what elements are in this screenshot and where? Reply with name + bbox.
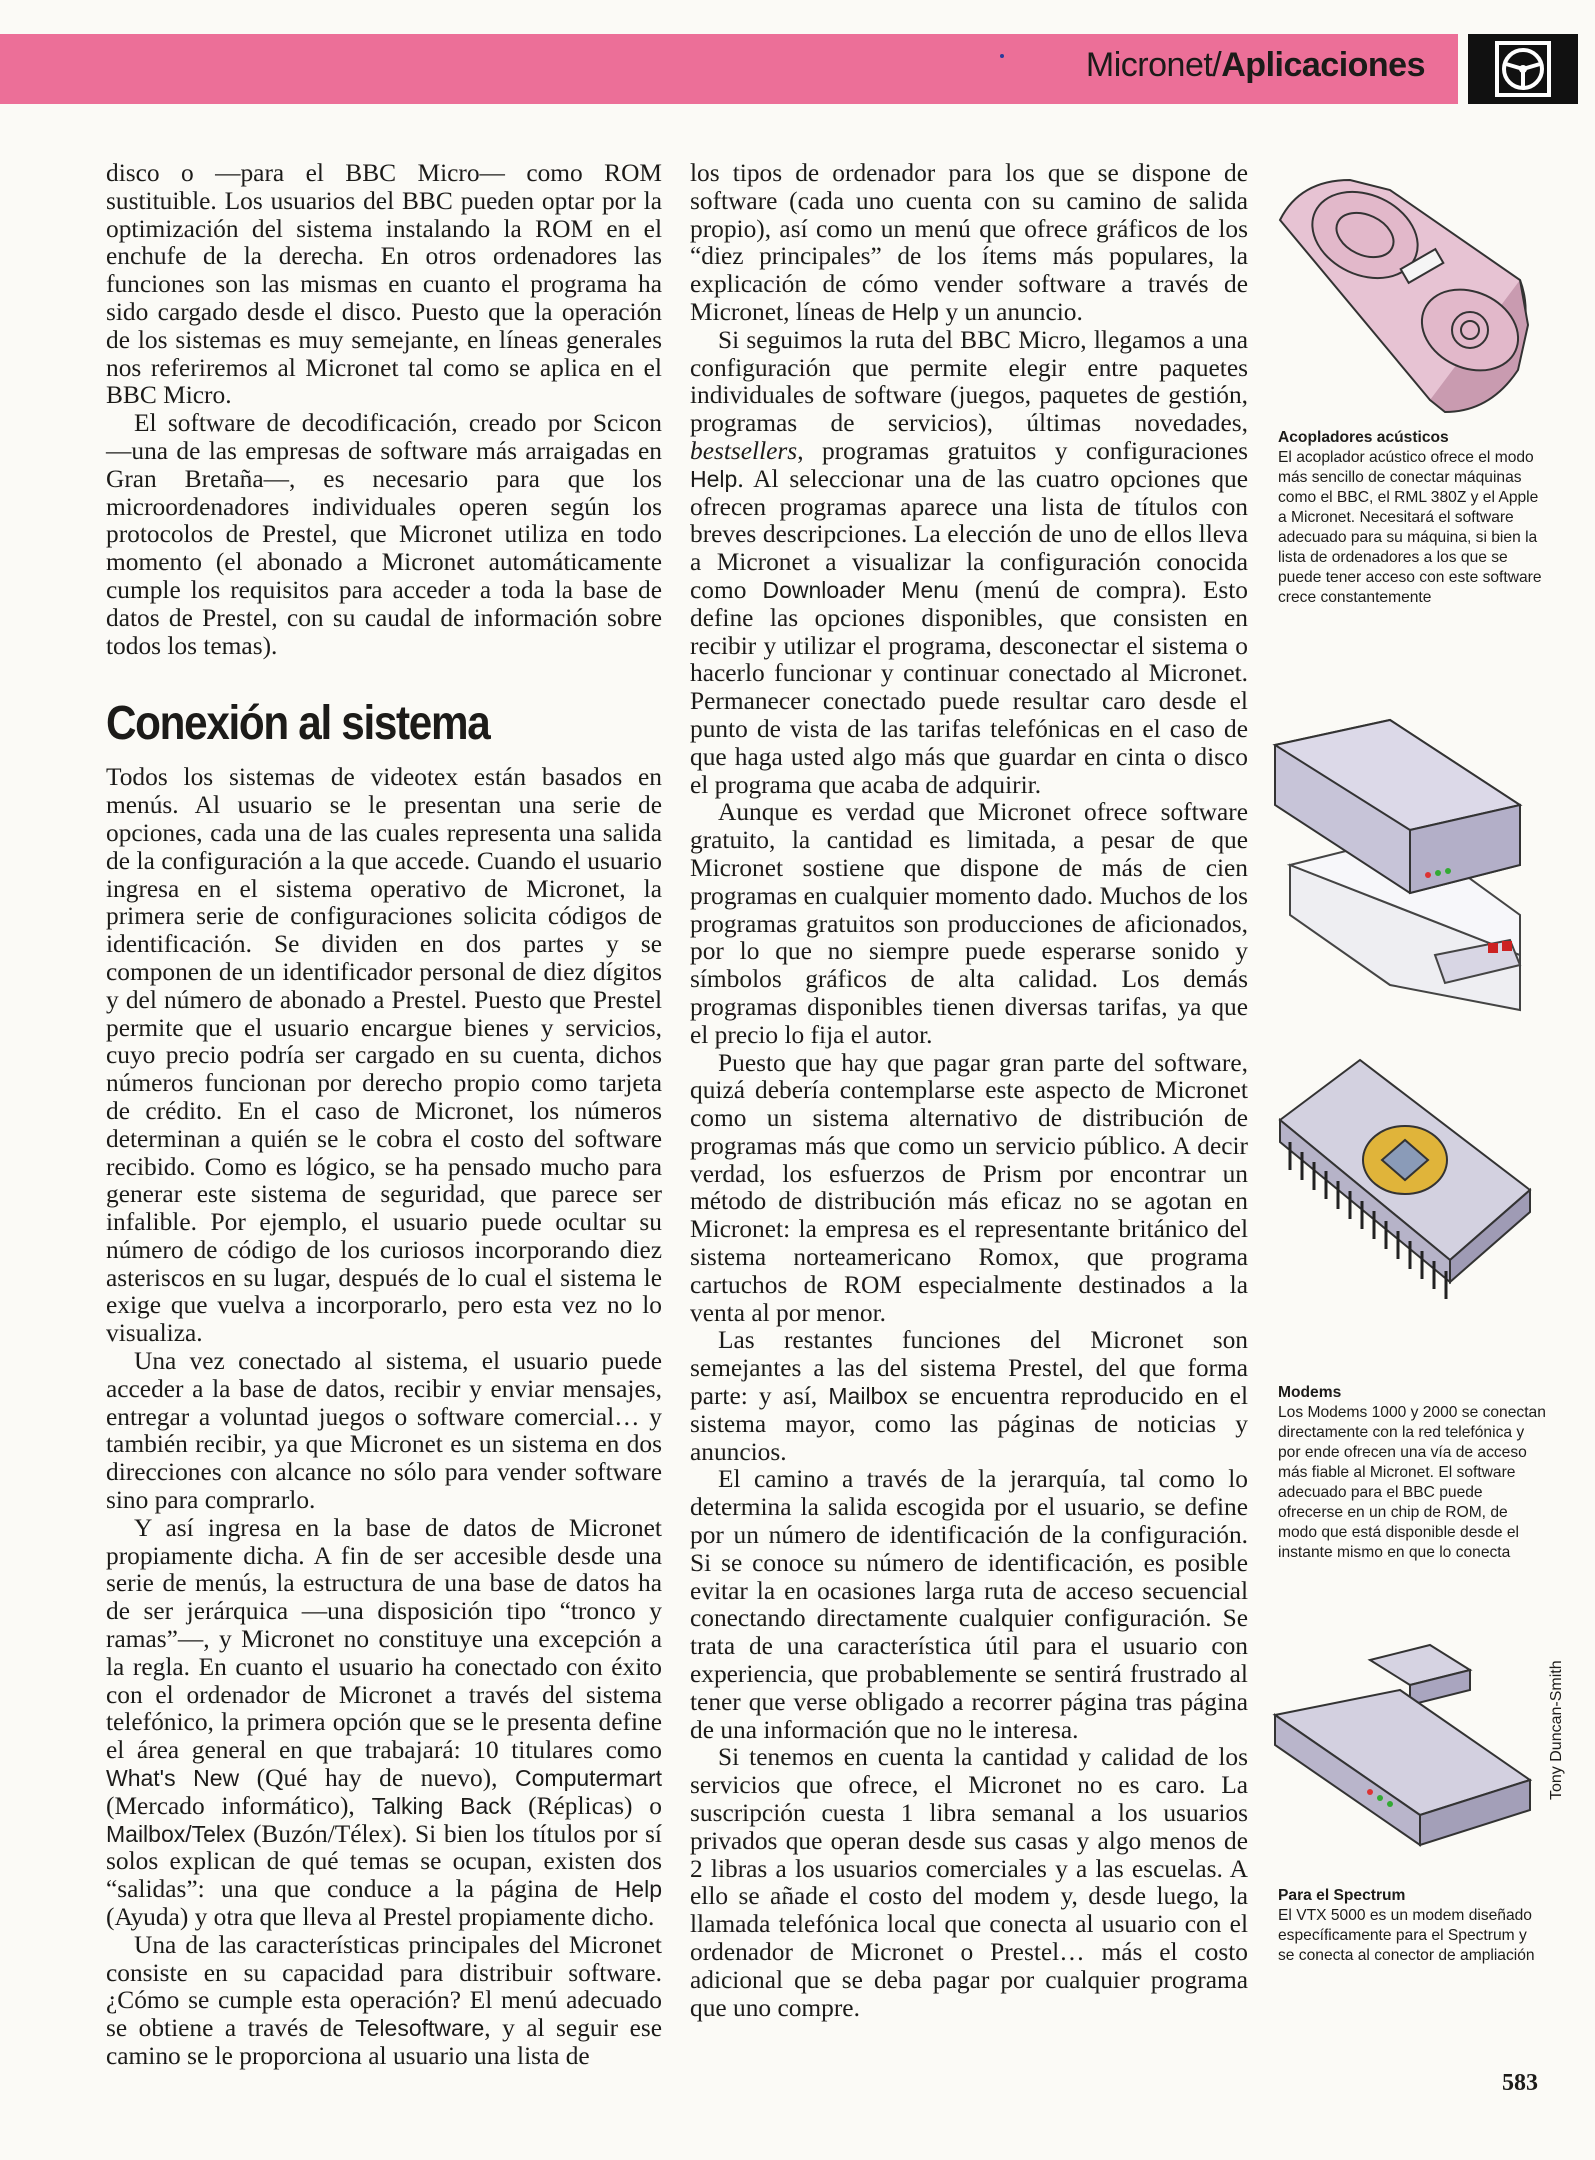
menu-name: Telesoftware: [355, 2015, 485, 2042]
text-run: . Al seleccionar una de las cuatro opciones que ofrecen programas aparece una lista de títulos con breves descripciones. La elección de uno de ellos lleva a Micronet a visualizar la configuración conocida como: [690, 464, 1248, 604]
text-run: (menú de compra). Esto define las opciones disponibles, que consisten en recibir y utilizar el programa, desconectar el sistema o hacerlo funcionar y continuar conectado al Micronet. Permanecer conectado puede resultar caro desde el punto de vista de las tarifas telefónicas en el caso de que haga usted algo más que guardar en cinta o disco el programa que acaba de adquirir.: [690, 575, 1248, 799]
running-header: [1045, 46, 1425, 85]
text-run: y un anuncio.: [938, 297, 1083, 326]
menu-name: Help: [614, 1876, 662, 1903]
text-run: (Réplicas) o: [511, 1791, 662, 1820]
paragraph: Si tenemos en cuenta la cantidad y calidad de los servicios que ofrece, el Micronet no es caro. La suscripción cuesta 1 libra semanal a los usuarios privados que operan desde sus casas y algo menos de 2 libras a los usuarios comerciales y a las escuelas. A ello se añade el costo del modem y, desde luego, la llamada telefónica local que conecta al usuario con el ordenador de Micronet o Prestel… más el costo adicional que se deba pagar por cualquier programa que uno compre.: [690, 1743, 1248, 2022]
paragraph: Todos los sistemas de videotex están basados en menús. Al usuario se le presentan una serie de opciones, cada una de las cuales representa una salida de la configuración a la que accede. Cuando el usuario ingresa en el sistema operativo de Micronet, la primera serie de configuraciones solicita códigos de identificación. Se dividen en dos partes y se componen de un identificador personal de diez dígitos y del número de abonado a Prestel. Puesto que Prestel permite que el usuario encargue bienes y servicios, cuyo precio podría ser cargado en su cuenta, dichos números funcionan por derecho propio como tarjeta de crédito. En el caso de Micronet, los números determinan a quién se le cobra el costo del software recibido. Como es lógico, se ha pensado mucho para generar este sistema de seguridad, que parece ser infalible. Por ejemplo, el usuario puede ocultar su número de código de los curiosos incorporando diez asteriscos en su lugar, después de lo cual el sistema le exige que vuelva a incorporarlo, pero esta vez no lo visualiza.: [106, 763, 662, 1348]
caption-text: El VTX 5000 es un modem diseñado específicamente para el Spectrum y se conecta al conector de ampliación: [1278, 1907, 1535, 1964]
caption-acoustic: [1278, 428, 1546, 608]
text-run: Y así ingresa en la base de datos de Micronet propiamente dicha. A fin de ser accesible desde una serie de menús, la estructura de una base de datos ha de ser jerárquica —una disposición tipo “tronco y ramas”—, y Micronet no constituye una excepción a la regla. En cuanto el usuario ha conectado con éxito con el ordenador de Micronet a través del sistema telefónico, la primera opción que se le presenta define el área general en que trabajará: 10 titulares como: [106, 1513, 662, 1765]
menu-name: Help: [891, 298, 939, 325]
menu-name: Computermart: [515, 1765, 662, 1792]
text-run: (Qué hay de nuevo),: [239, 1764, 516, 1793]
paragraph: [690, 1327, 1248, 1466]
text-run: Una de las características principales del Micronet consiste en su capacidad para distribuir software. ¿Cómo se cumple esta operación? El menú adecuado se obtiene a través de: [106, 1930, 662, 2043]
menu-name: Talking Back: [371, 1792, 512, 1819]
paragraph: [690, 327, 1248, 800]
steering-wheel-icon: [1494, 40, 1552, 98]
acoustic-coupler-illustration: [1270, 150, 1540, 415]
paragraph: Puesto que hay que pagar gran parte del software, quizá debería contemplarse este aspecto de Micronet como un sistema alternativo de distribución de programas más que como un servicio público. A decir verdad, los esfuerzos de Prism por encontrar un método de distribución más eficaz no se agotan en Micronet: la empresa es el representante británico del sistema norteamericano Romox, que programa cartuchos de ROM especialmente destinados a la venta al por menor.: [690, 1048, 1248, 1327]
page-number: 583: [1502, 2070, 1538, 2096]
section-heading: Conexión al sistema: [106, 697, 490, 751]
menu-name: What's New: [106, 1765, 240, 1792]
caption-title: Modems: [1278, 1384, 1342, 1401]
paragraph: El camino a través de la jerarquía, tal como lo determina la salida escogida por el usuario, se define por un número de identificación de la configuración. Si se conoce su número de identificación, es posible evitar la en ocasiones larga ruta de acceso secuencial conectando directamente cualquier configuración. Se trata de una característica útil para el usuario con experiencia, que probablemente se sentirá frustrado al tener que verse obligado a recorrer página tras página de una información que no le interesa.: [690, 1465, 1248, 1744]
paragraph: disco o —para el BBC Micro— como ROM sustituible. Los usuarios del BBC pueden optar por la optimización del sistema instalando la ROM en el enchufe de la derecha. En otros ordenadores las funciones son las mismas en cuanto el programa ha sido cargado desde el disco. Puesto que la operación de los sistemas es muy semejante, en líneas generales nos referiremos al Micronet tal como se aplica en el BBC Micro.: [106, 159, 662, 410]
text-run: los tipos de ordenador para los que se dispone de software (cada uno cuenta con su camino de salida propio), así como un menú que ofrece gráficos de los “diez principales” de los ítems más populares, la explicación de cómo vender software a través de Micronet, líneas de: [690, 159, 1248, 326]
menu-name: Mailbox/Telex: [106, 1820, 246, 1847]
paragraph: Aunque es verdad que Micronet ofrece software gratuito, la cantidad es limitada, a pesar de que Micronet sostiene que dispone de más de cien programas en cualquier momento dado. Muchos de los programas gratuitos son producciones de aficionados, por lo que no siempre puede esperarse sonido y símbolos gráficos de alta calidad. Los demás programas disponibles tienen diversas tarifas, ya que el precio lo fija el autor.: [690, 798, 1248, 1049]
text-run: se encuentra reproducido en el sistema mayor, como las páginas de noticias y anuncios.: [690, 1382, 1249, 1466]
caption-modems: [1278, 1383, 1546, 1563]
caption-spectrum: [1278, 1886, 1546, 1966]
menu-name: Help: [690, 465, 738, 492]
caption-text: Los Modems 1000 y 2000 se conectan directamente con la red telefónica y por ende ofrecen una vía de acceso más fiable al Micronet. El software adecuado para el BBC puede ofrecerse en un chip de ROM, de modo que está disponible desde el instante mismo en que lo conecta: [1278, 1404, 1546, 1561]
text-run: (Ayuda) y otra que lleva al Prestel propiamente dicho.: [106, 1903, 655, 1932]
text-run: , y al seguir ese camino se le proporciona al usuario una lista de: [106, 2014, 662, 2070]
illustration-credit: Tony Duncan-Smith: [1548, 1660, 1565, 1800]
paragraph: El software de decodificación, creado por Scicon —una de las empresas de software más arraigadas en Gran Bretaña—, es necesario para que los microordenadores individuales operen según los protocolos de Prestel, que Micronet utiliza en todo momento (el abonado a Micronet automáticamente cumple los requisitos para acceder a toda la base de datos de Prestel, con su caudal de información sobre todos los temas).: [106, 409, 662, 660]
paragraph: Una vez conectado al sistema, el usuario puede acceder a la base de datos, recibir y enviar mensajes, entregar a voluntad juegos o software comercial… y también recibir, ya que Micronet es un sistema en dos direcciones con alcance no sólo para vender software sino para comprarlo.: [106, 1347, 662, 1515]
header-dot: [1000, 54, 1004, 58]
vtx5000-illustration: [1270, 1640, 1535, 1870]
menu-name: Mailbox: [828, 1383, 908, 1410]
left-column: [106, 160, 662, 2071]
caption-title: Acopladores acústicos: [1278, 429, 1449, 446]
italic-term: bestsellers: [690, 436, 798, 465]
caption-title: Para el Spectrum: [1278, 1887, 1406, 1904]
middle-column: [690, 160, 1248, 2022]
paragraph: [106, 1932, 662, 2071]
rom-chip-illustration: [1270, 1050, 1540, 1340]
text-run: (Mercado informático),: [106, 1791, 372, 1820]
text-run: Si seguimos la ruta del BBC Micro, llegamos a una configuración que permite elegir entre paquetes individuales de software (juegos, paquetes de gestión, programas de servicios), últimas novedades,: [690, 325, 1248, 438]
paragraph: [690, 160, 1248, 327]
header-subsection: Aplicaciones: [1221, 46, 1425, 84]
text-run: , programas gratuitos y configuraciones: [797, 436, 1248, 465]
paragraph: [106, 1515, 662, 1932]
caption-text: El acoplador acústico ofrece el modo más sencillo de conectar máquinas como el BBC, el RML 380Z y el Apple a Micronet. Necesitará el software adecuado para su máquina, si bien la lista de ordenadores a los que se puede tener acceso con este software crece constantemente: [1278, 449, 1542, 606]
text-run: Las restantes funciones del Micronet son semejantes a las del sistema Prestel, del que forma parte: y así,: [690, 1326, 1248, 1411]
menu-name: Downloader Menu: [762, 576, 959, 603]
text-run: (Buzón/Télex). Si bien los títulos por sí solos explican de qué temas se ocupan, existen dos “salidas”: una que conduce a la página de: [106, 1819, 662, 1904]
section-logo: [1468, 34, 1578, 104]
header-section: Micronet/: [1085, 46, 1222, 84]
modem-illustration: [1270, 715, 1540, 1015]
